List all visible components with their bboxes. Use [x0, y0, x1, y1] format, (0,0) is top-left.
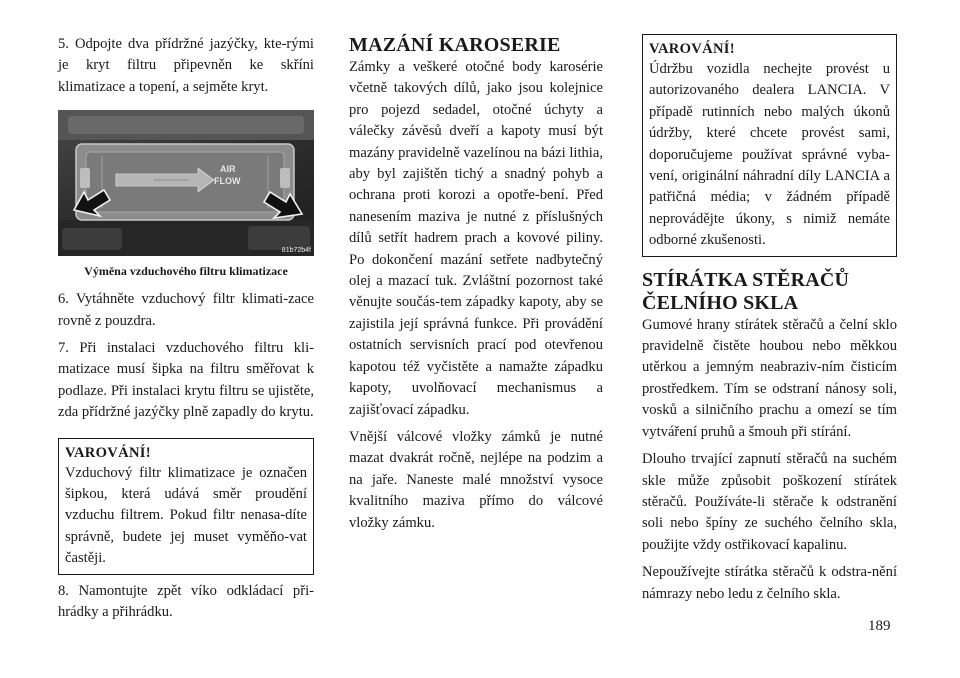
heading-wiper-blades: STÍRÁTKA STĚRAČŮ ČELNÍHO SKLA — [642, 268, 850, 314]
warning-text: Údržbu vozidla nechejte provést u autorizovaného dealera LANCIA. V případě rutinních nebo malých úkonů údržby, které chcete provést sami, doporučujeme používat správné vyba-vení, originální náhradní díly LANCIA a patřičná média; v žádném případě neprovádějte úkony, s nimiž nemáte odborné zkušenosti. — [649, 61, 890, 249]
figure-code: 81b72b4f — [281, 247, 311, 255]
air-filter-illustration — [58, 110, 314, 256]
lubrication-paragraph-1: Zámky a veškeré otočné body karosérie včetně takových dílů, jako jsou kolejnice pro pojezd sedadel, otočné úchyty a válečky závěsů dveří a kapoty musí být mazány pravidelně vazelínou na bázi lithia, aby byl zajištěn tichý a snadný pohyb a ochrana proti korozi a opotře-bení. Před nanesením maziva je nutné z příslušných dílů setřít hadrem prach a kovové piliny. Po dokončení mazání setřete nadbytečný olej a mazací tuk. Zvláštní pozornost také věnujte součás-tem západky kapoty, aby se zajistila její správná funkce. Při provádění ostatních servisních prací pod otevřenou kapotou též vyčistěte a namažte západku kapoty, uvolňovací mechanismus a zajišťovací západku. — [349, 59, 603, 418]
step-8: 8. Namontujte zpět víko odkládací při-hrádky a přihrádku. — [58, 582, 314, 621]
warning-text: Vzduchový filtr klimatizace je označen šipkou, která udává směr proudění vzduchu filtrem. Pokud filtr nenasa-díte správně, budete jej muset vyměňo-vat častěji. — [65, 464, 307, 567]
step-7: 7. Při instalaci vzduchového filtru kli-matizace musí šipka na filtru směřovat k podlaze. Při instalaci krytu filtru se ujistěte, zda přídržné jazýčky plně zapadly do krytu. — [58, 340, 314, 421]
warning-title: VAROVÁNÍ! — [649, 41, 735, 57]
warning-title: VAROVÁNÍ! — [65, 444, 151, 461]
lubrication-paragraph-2: Vnější válcové vložky zámků je nutné mazat dvakrát ročně, nejlépe na podzim a na jaře. Naneste malé množství vysoce kvalitního maziva přímo do válcové vložky zámku. — [349, 428, 603, 531]
page-number: 189 — [868, 618, 891, 634]
step-6: 6. Vytáhněte vzduchový filtr klimati-zace rovně z pouzdra. — [58, 291, 314, 329]
air-filter-figure — [58, 110, 314, 256]
step-5: 5. Odpojte dva přídržné jazýčky, kte-rými je kryt filtru připevněn ke skříni klimatizace a topení, a sejměte kryt. — [58, 36, 314, 95]
right-column — [642, 34, 897, 611]
wiper-paragraph-1: Gumové hrany stírátek stěračů a čelní sklo pravidelně čistěte houbou nebo měkkou utěrkou a jemným neabraziv-ním čisticím prostředkem. Tím se odstraní nánosy soli, vosků a silničního prachu a omezí se tím vytváření pruhů a šmouh při stírání. — [642, 316, 897, 440]
middle-column — [349, 34, 603, 540]
heading-body-lubrication: MAZÁNÍ KAROSERIE — [349, 34, 561, 56]
air-label: AIR — [220, 164, 236, 175]
left-column — [58, 34, 314, 630]
wiper-paragraph-3: Nepoužívejte stírátka stěračů k odstra-nění námrazy nebo ledu z čelního skla. — [642, 564, 897, 602]
wiper-paragraph-2: Dlouho trvající zapnutí stěračů na suchém skle může způsobit poškození stírátek stěračů. Používáte-li stěrače k odstranění soli nebo špíny ze suchého čelního skla, použijte vždy ostřikovací kapalinu. — [642, 451, 897, 553]
figure-caption: Výměna vzduchového filtru klimatizace — [84, 264, 288, 279]
warning-box-filter — [58, 438, 314, 575]
warning-box-service — [642, 34, 897, 257]
flow-label: FLOW — [214, 176, 241, 187]
